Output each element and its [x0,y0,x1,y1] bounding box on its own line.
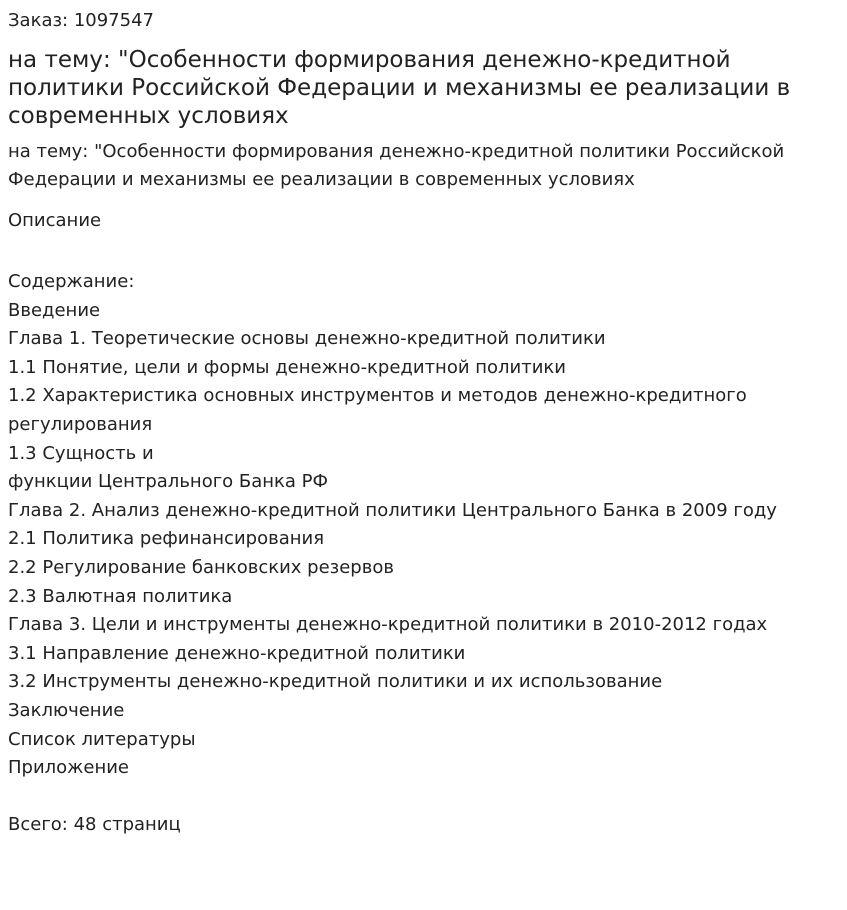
contents-item: 1.1 Понятие, цели и формы денежно-кредитной политики [8,356,566,378]
contents-item: Глава 1. Теоретические основы денежно-кредитной политики [8,328,606,350]
contents-item: 2.2 Регулирование банковских резервов [8,556,394,578]
total-pages: Всего: 48 страниц [8,813,181,835]
contents-item: 1.2 Характеристика основных инструментов и методов денежно-кредитного [8,385,747,407]
description-label: Описание [8,210,102,231]
contents-item: 2.1 Политика рефинансирования [8,528,325,550]
contents-item: функции Центрального Банка РФ [8,471,329,493]
contents-item: Глава 2. Анализ денежно-кредитной политики Центрального Банка в 2009 году [8,499,777,521]
contents-item: Введение [8,299,101,321]
order-number: Заказ: 1097547 [8,10,154,31]
contents-item: 1.3 Сущность и [8,442,154,464]
contents-item: 3.1 Направление денежно-кредитной политики [8,642,466,664]
contents-item: Заключение [8,699,125,721]
contents-item: Приложение [8,757,130,779]
table-of-contents [8,268,839,783]
contents-item: Список литературы [8,728,196,750]
contents-heading: Содержание: [8,271,135,292]
contents-item: Глава 3. Цели и инструменты денежно-кредитной политики в 2010-2012 годах [8,614,768,636]
contents-item: 3.2 Инструменты денежно-кредитной политики и их использование [8,671,663,693]
document-subtitle: на тему: "Особенности формирования денежно-кредитной политики Российской Федерации и механизмы ее реализации в современных условиях [8,141,785,190]
contents-item: 2.3 Валютная политика [8,585,233,607]
contents-item: регулирования [8,413,153,435]
document-title: на тему: "Особенности формирования денежно-кредитной политики Российской Федерации и механизмы ее реализации в современных условиях [8,47,791,129]
